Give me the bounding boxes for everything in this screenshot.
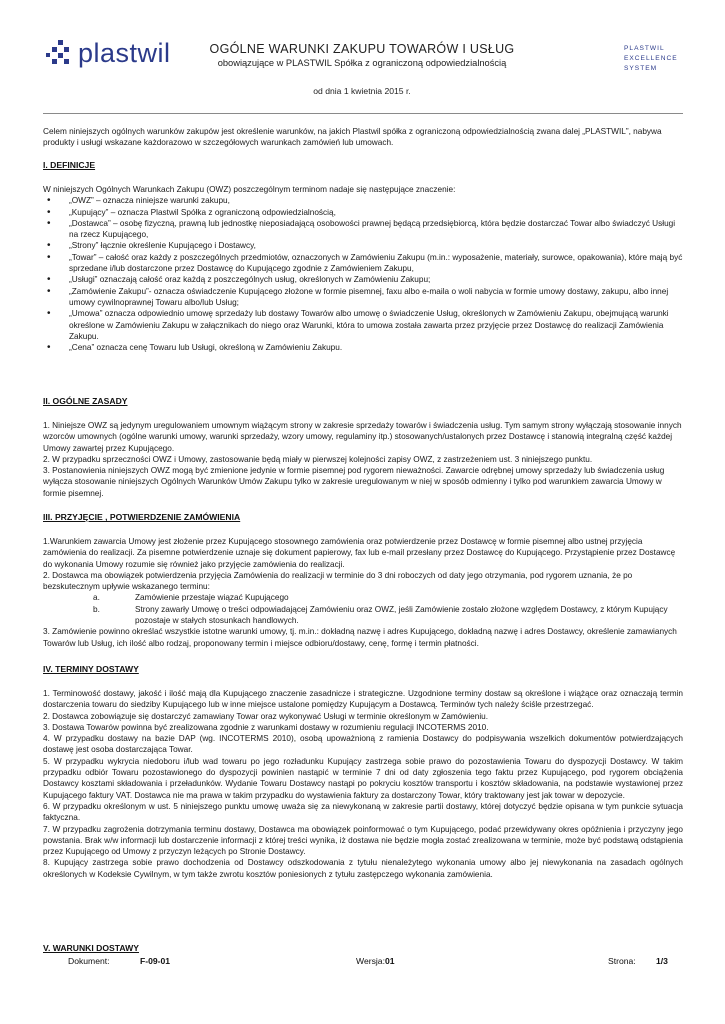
- definition-item: • „Usługi” oznaczają całość oraz każdą z poszczególnych usług, określonych w Zamówieniu Zakupu;: [43, 274, 683, 285]
- section-4-paragraph: 3. Dostawa Towarów powinna być zrealizowana zgodnie z warunkami dostawy w rozumieniu regulacji INCOTERMS 2010.: [43, 722, 489, 732]
- definition-item: • „Cena” oznacza cenę Towaru lub Usługi, określoną w Zamówieniu Zakupu.: [43, 342, 683, 353]
- section-3-body: [43, 536, 683, 649]
- footer-doc-label: Dokument:: [68, 956, 110, 966]
- pes-logo: [624, 44, 678, 74]
- header-divider: [43, 113, 683, 114]
- section-1-heading: I. DEFINICJE: [43, 160, 96, 170]
- section-4-paragraph: 5. W przypadku wykrycia niedoboru i/lub wad towaru po jego rozładunku Kupujący zastrzega sobie prawo do pozostawienia Towaru do dyspozycji Dostawcy. W takim przypadku odbiór Towaru pozostawionego do dyspozycji powinien nastąpić w terminie 7 dni od daty zgłoszenia tego faktu przez Kupującego, pod rygorem obciążenia Dostawcy kosztami składowania i przeładunków. Wydanie Towaru Dostawcy nastąpi po pokryciu kosztów transportu i kosztów składowania, na podstawie wystawionej przez Kupującego faktury VAT. Dostawca nie ma prawa w takim przypadku do wystawienia faktury za dostarczony Towar, który traktowany jest jak towar w depozycie.: [43, 756, 683, 800]
- definition-item: • „Zamówienie Zakupu”- oznacza oświadczenie Kupującego złożone w formie pisemnej, faxu albo e-maila o woli nabycia w formie umowy dostawy, zakupu, albo innej umowy cywilnoprawnej Towaru albo/lub Usług;: [43, 286, 683, 309]
- section-3-paragraph: 2. Dostawca ma obowiązek potwierdzenia przyjęcia Zamówienia do realizacji w terminie do 3 dni roboczych od daty jego otrzymania, pod rygorem uznania, że po bezskutecznym upływie wskazanego terminu:: [43, 570, 633, 592]
- section-4-paragraph: 4. W przypadku dostawy na bazie DAP (wg. INCOTERMS 2010), osobą upoważnioną z ramienia Dostawcy do podpisywania wszelkich dokumentów potwierdzających dostawę jest osoba dostarczająca Towar.: [43, 734, 683, 755]
- section-2-heading: II. OGÓLNE ZASADY: [43, 396, 128, 406]
- section-4-paragraph: 6. W przypadku określonym w ust. 5 niniejszego punktu umowę uważa się za niewykonaną w zakresie partii dostawy, której dotyczyć będzie opisana w tym punkcie sytuacja faktyczna.: [43, 801, 683, 823]
- section-4-paragraph: 2. Dostawca zobowiązuje się dostarczyć zamawiany Towar oraz wykonywać Usługi w terminie określonym w Zamówieniu.: [43, 711, 489, 721]
- section-4-paragraph: 1. Terminowość dostawy, jakość i ilość mają dla Kupującego znaczenie zasadnicze i strategiczne. Uzgodnione terminy dostaw są określone i wiążące oraz oznaczają termin dostarczenia towaru do siedziby Kupującego lub w inne miejsce ustalone pomiędzy Kupującym a Dostawcą. Terminów tych należy ściśle przestrzegać.: [43, 689, 683, 710]
- logo-mark-icon: [46, 40, 76, 66]
- section-3-paragraph: 1.Warunkiem zawarcia Umowy jest złożenie przez Kupującego stosownego zamówienia oraz potwierdzenie przez Dostawcę w formie pisemnej albo ustnej przyjęcia zamówienia do realizacji. Za pisemne potwierdzenie uznaje się dokument papierowy, fax lub e-mail przesłany przez Dostawcę do Kupującego. Przystąpienie przez Dostawcę do wykonania Umowy rozumie się również jako przyjęcie zamówienia do realizacji.: [43, 537, 676, 569]
- pes-line-2: EXCELLENCE: [624, 55, 678, 62]
- section-3-paragraph: 3. Zamówienie powinno określać wszystkie istotne warunki umowy, tj. m.in.: dokładną nazwę i adres Kupującego, dokładną nazwę i adres Dostawcy, określenie zamawianych Towarów lub Usług, ich ilość albo rodzaj, proponowany termin i miejsce odbioru/dostawy, cenę, formę i termin płatności.: [43, 627, 677, 648]
- sublist-item: a. Zamówienie przestaje wiązać Kupującego: [93, 593, 289, 603]
- definition-item: • „Dostawca” – osobę fizyczną, prawną lub jednostkę nieposiadającą osobowości prawnej będącą przedsiębiorcą, która będzie dostarczać Towar albo świadczyć Usługi na rzecz Kupującego,: [43, 218, 683, 241]
- section-1-body: [43, 184, 683, 353]
- intro-paragraph: Celem niniejszych ogólnych warunków zakupów jest określenie warunków, na jakich Plastwil spółka z ograniczoną odpowiedzialnością zwana dalej „PLASTWIL”, nabywa produkty i usługi wskazane każdorazowo w szczegółowych warunkach zamówień lub umowach.: [43, 127, 662, 148]
- footer-doc-value: F-09-01: [140, 956, 171, 966]
- footer-page-value: 1/3: [656, 956, 668, 966]
- pes-line-1: PLASTWIL: [624, 45, 665, 52]
- document-title: OGÓLNE WARUNKI ZAKUPU TOWARÓW I USŁUG: [209, 42, 515, 56]
- section-2-paragraph: 3. Postanowienia niniejszych OWZ mogą być zmienione jedynie w formie pisemnej pod rygorem nieważności. Zawarcie odrębnej umowy sprzedaży lub świadczenia usług wyłącza stosowanie niniejszych Ogólnych Warunków Umów Zakupu tylko w zakresie uregulowanym w niej w sposób odmienny i tylko pod warunkiem zawarcia Umowy w formie pisemnej.: [43, 466, 665, 498]
- section-2-paragraph: 2. W przypadku sprzeczności OWZ i Umowy, zastosowanie będą miały w pierwszej kolejności zapisy OWZ, z zastrzeżeniem ust. 3 niniejszego punktu.: [43, 454, 593, 464]
- section-3-sublist: [43, 592, 683, 626]
- definitions-list: [43, 195, 683, 353]
- section-4-paragraph: 8. Kupujący zastrzega sobie prawo dochodzenia od Dostawcy odszkodowania z tytułu nienależytego wykonania umowy albo jej niewykonania na zasadach ogólnych określonych w Kodeksie Cywilnym, w tym także zwrotu kosztów poniesionych z tytułu zastępczego wykonania zamówienia.: [43, 858, 683, 879]
- section-4-body: [43, 688, 683, 880]
- section-5-heading: V. WARUNKI DOSTAWY: [43, 943, 139, 953]
- footer-version: Wersja:01: [356, 956, 395, 966]
- logo-text: plastwil: [78, 38, 171, 68]
- section-4-heading: IV. TERMINY DOSTAWY: [43, 664, 139, 674]
- pes-line-3: SYSTEM: [624, 65, 658, 72]
- sublist-item: b. Strony zawarły Umowę o treści odpowiadającej Zamówieniu oraz OWZ, jeśli Zamówienie zostało złożone względem Dostawcy, z którym Kupujący pozostaje w stałych stosunkach handlowych.: [93, 604, 668, 626]
- footer-page-label: Strona:: [608, 956, 636, 966]
- effective-date: od dnia 1 kwietnia 2015 r.: [313, 86, 411, 96]
- definition-item: • „Towar” – całość oraz każdy z poszczególnych przedmiotów, oznaczonych w Zamówieniu Zakupu (m.in.: wyposażenie, materiały, surowce, opakowania), które mają być sprzedane i/lub dostarczone przez Dostawcę do Kupującego zgodnie z Zamówieniem Zakupu,: [43, 252, 683, 275]
- section-2-paragraph: 1. Niniejsze OWZ są jedynym uregulowaniem umownym wiążącym strony w zakresie sprzedaży towarów i świadczenia usług. Tym samym strony wyłączają stosowanie innych wzorców umownych (ogólne warunki umowy, warunki sprzedaży, wzory umowy, regulaminy itp.) stosowanych/ustalonych przez Dostawcę i stanowią integralną część każdej Umowy zawartej przez Kupującego.: [43, 421, 682, 453]
- section-3-heading: III. PRZYJĘCIE , POTWIERDZENIE ZAMÓWIENIA: [43, 512, 241, 522]
- definition-item: • „Kupujący” – oznacza Plastwil Spółka z ograniczoną odpowiedzialnością,: [43, 207, 683, 218]
- definition-item: • „Strony” łącznie określenie Kupującego i Dostawcy,: [43, 240, 683, 251]
- document-subtitle: obowiązujące w PLASTWIL Spółka z ograniczoną odpowiedzialnością: [217, 58, 507, 68]
- section-2-body: [43, 420, 683, 499]
- definition-item: • „OWZ” – oznacza niniejsze warunki zakupu,: [43, 195, 683, 206]
- section-4-paragraph: 7. W przypadku zagrożenia dotrzymania terminu dostawy, Dostawca ma obowiązek poinformować o tym Kupującego, podać przewidywany okres opóźnienia i przyczyny jego powstania. Brak w/w informacji lub dostarczenie informacji z której treści wynika, iż dostawa nie będzie mogła zostać zrealizowana w terminie, może być podstawą odstąpienia przez Kupującego od Umowy z przyczyn leżących po Stronie Dostawcy.: [43, 824, 683, 857]
- company-logo: [46, 40, 171, 66]
- definition-item: • „Umowa” oznacza odpowiednio umowę sprzedaży lub dostawy Towarów albo umowę o świadczenie Usług, określonych w Zamówieniu Zakupu, obejmującą warunki określone w Zamówieniu Zakupu w załącznikach do niego oraz Warunki, która to umowa została zawarta przez przyjęcie przez Dostawcę do realizacji Zamówienia Zakupu.: [43, 308, 683, 342]
- section-1-lead: W niniejszych Ogólnych Warunkach Zakupu (OWZ) poszczególnym terminom nadaje się następujące znaczenie:: [43, 185, 456, 194]
